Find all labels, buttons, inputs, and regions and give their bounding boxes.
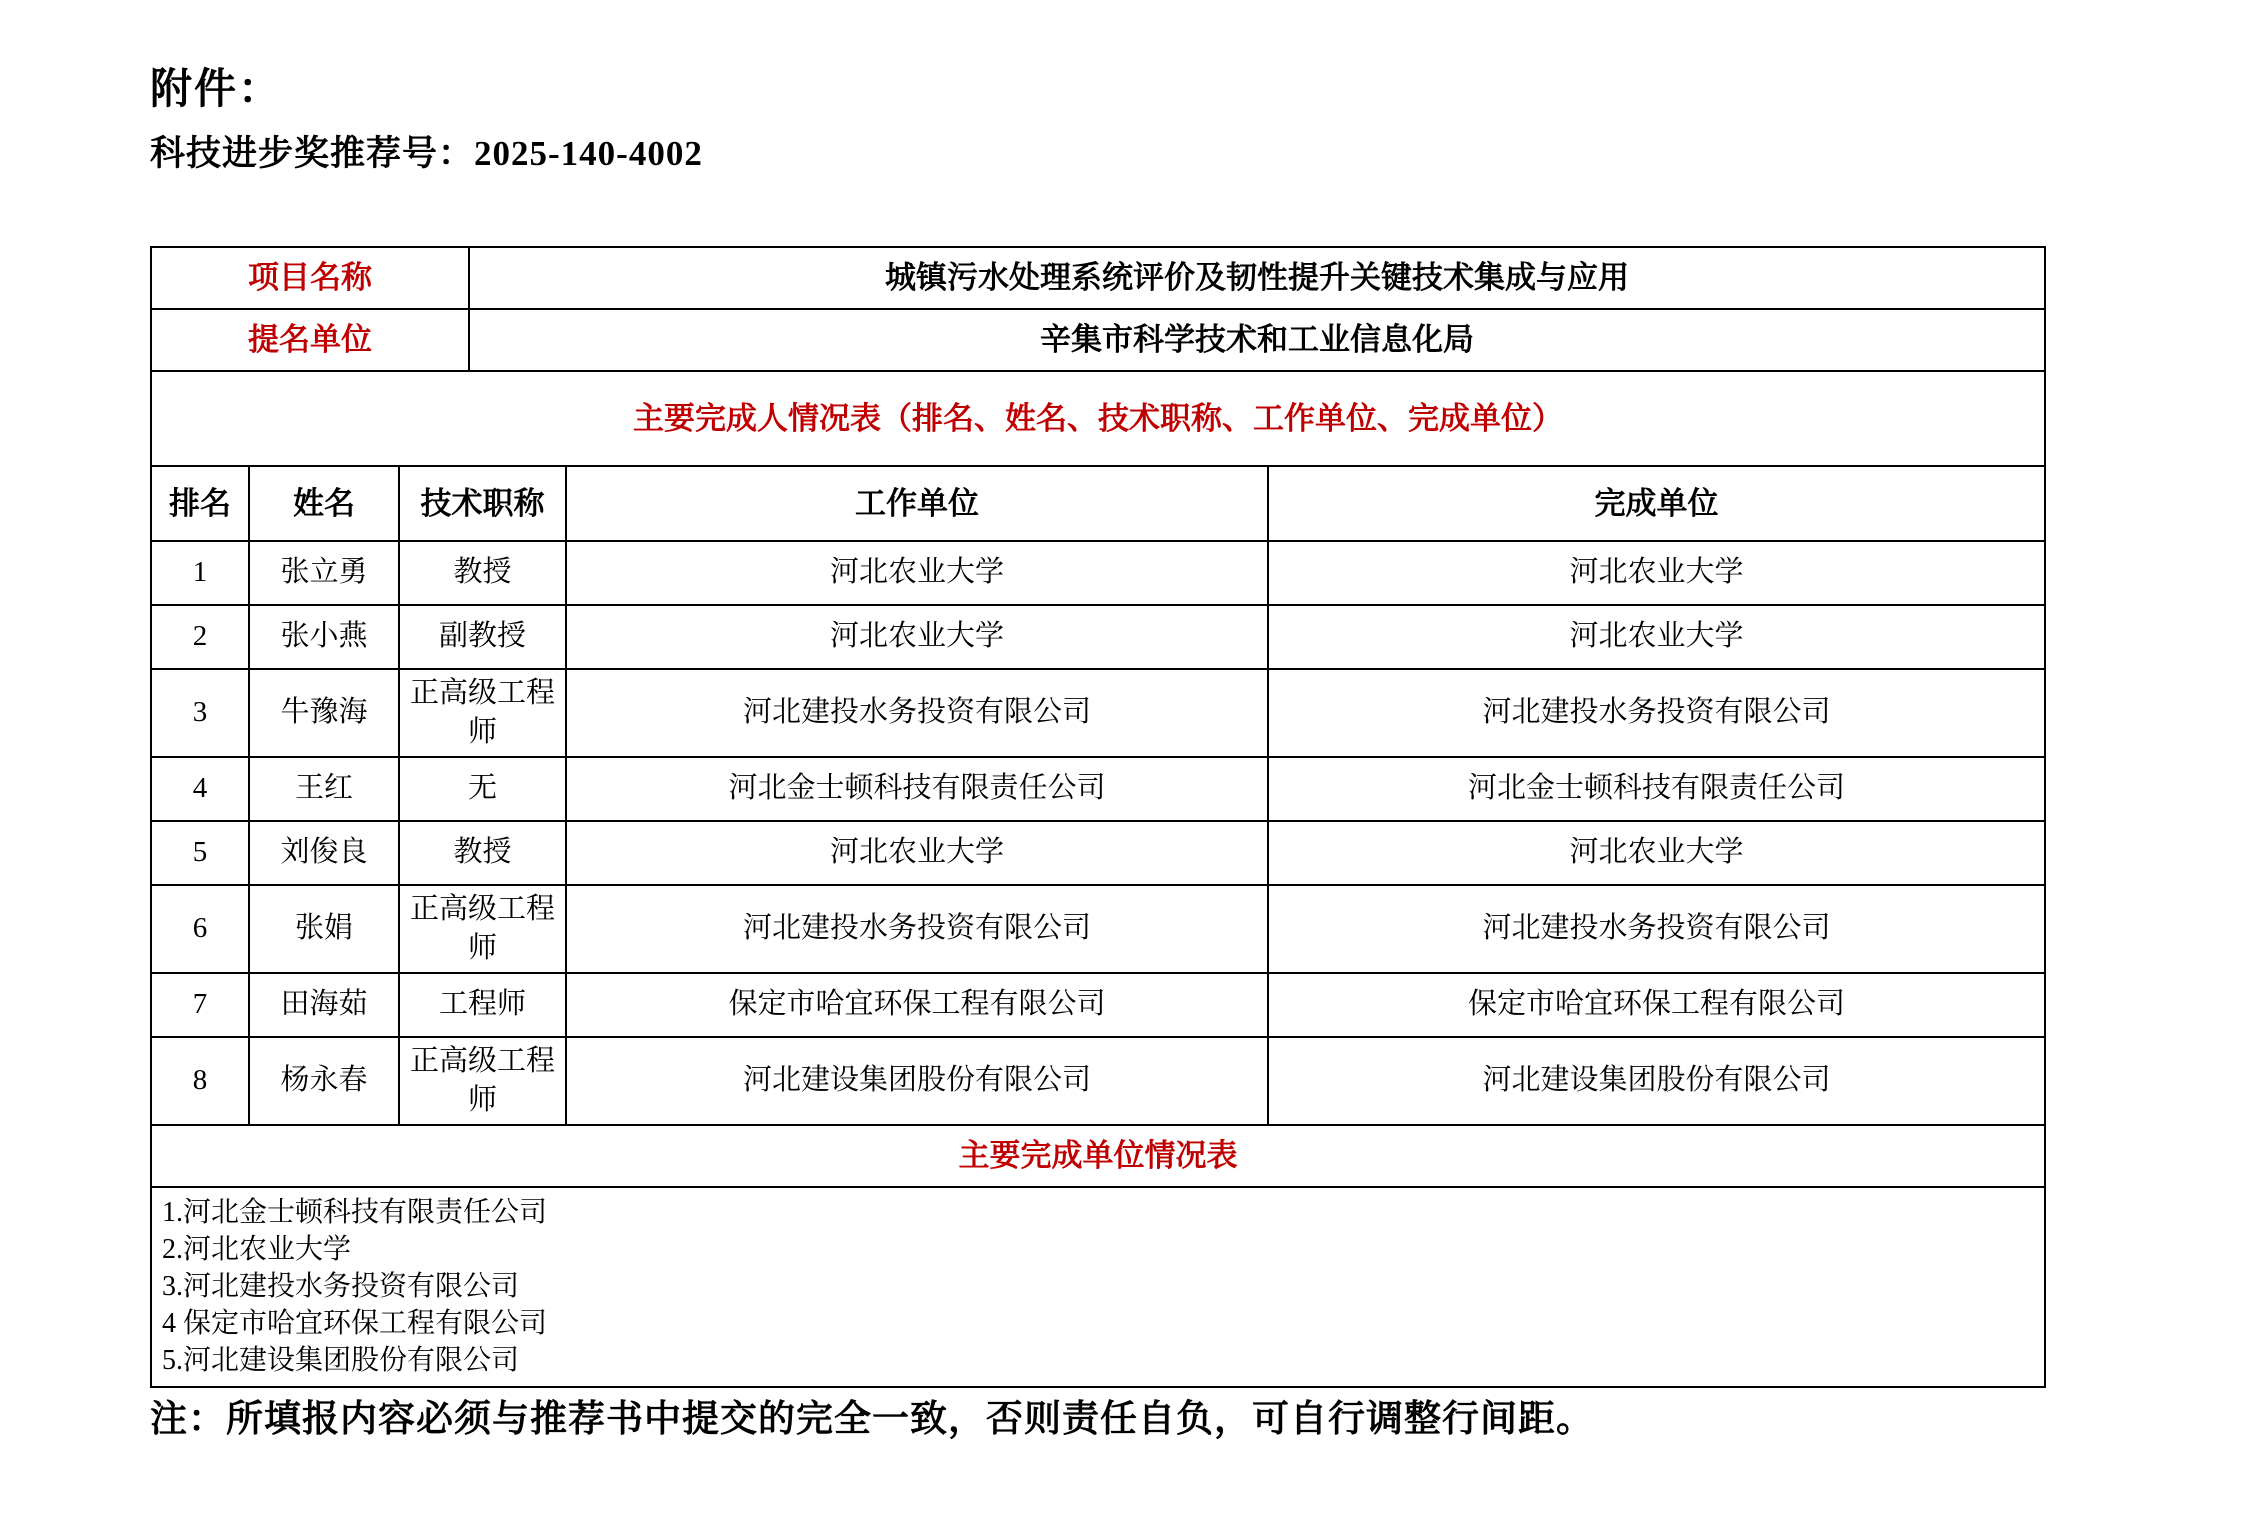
table-row (151, 885, 2045, 973)
completers-title-row (151, 371, 2045, 466)
column-header-rank: 排名 (151, 466, 249, 541)
column-header-title: 技术职称 (399, 466, 566, 541)
units-list-row (151, 1187, 2045, 1387)
cell-completing-unit: 河北建设集团股份有限公司 (1268, 1037, 2045, 1125)
cell-completing-unit: 河北农业大学 (1268, 541, 2045, 605)
column-header-work-unit: 工作单位 (566, 466, 1268, 541)
table-row (151, 309, 2045, 371)
cell-name: 刘俊良 (249, 821, 399, 885)
column-header-completing-unit: 完成单位 (1268, 466, 2045, 541)
completers-table (150, 370, 2046, 1126)
cell-rank: 6 (151, 885, 249, 973)
table-row (151, 605, 2045, 669)
unit-list-item: 2.河北农业大学 (162, 1234, 352, 1265)
units-table-title: 主要完成单位情况表 (151, 1125, 2045, 1187)
cell-name: 张小燕 (249, 605, 399, 669)
cell-title: 教授 (399, 821, 566, 885)
cell-work-unit: 河北农业大学 (566, 541, 1268, 605)
cell-rank: 7 (151, 973, 249, 1037)
column-header-name: 姓名 (249, 466, 399, 541)
cell-rank: 8 (151, 1037, 249, 1125)
unit-list-item: 1.河北金士顿科技有限责任公司 (162, 1197, 548, 1228)
cell-rank: 5 (151, 821, 249, 885)
cell-title: 无 (399, 757, 566, 821)
recommendation-label: 科技进步奖推荐号： (150, 134, 475, 173)
table-row (151, 247, 2045, 309)
cell-title: 副教授 (399, 605, 566, 669)
nominating-unit-value: 辛集市科学技术和工业信息化局 (469, 309, 2045, 371)
unit-list-item: 4 保定市哈宜环保工程有限公司 (162, 1308, 548, 1339)
award-tables (150, 246, 2046, 1388)
cell-rank: 1 (151, 541, 249, 605)
project-info-table (150, 246, 2046, 372)
completers-header-row (151, 466, 2045, 541)
cell-title: 正高级工程师 (399, 669, 566, 757)
unit-list-item: 3.河北建投水务投资有限公司 (162, 1271, 520, 1302)
project-name-value: 城镇污水处理系统评价及韧性提升关键技术集成与应用 (469, 247, 2045, 309)
cell-name: 张娟 (249, 885, 399, 973)
table-row (151, 973, 2045, 1037)
cell-completing-unit: 河北建投水务投资有限公司 (1268, 885, 2045, 973)
cell-work-unit: 保定市哈宜环保工程有限公司 (566, 973, 1268, 1037)
cell-work-unit: 河北建设集团股份有限公司 (566, 1037, 1268, 1125)
cell-work-unit: 河北建投水务投资有限公司 (566, 885, 1268, 973)
unit-list-item: 5.河北建设集团股份有限公司 (162, 1345, 520, 1376)
cell-name: 牛豫海 (249, 669, 399, 757)
cell-name: 田海茹 (249, 973, 399, 1037)
completing-units-table (150, 1124, 2046, 1388)
cell-completing-unit: 河北金士顿科技有限责任公司 (1268, 757, 2045, 821)
units-list-cell (151, 1187, 2045, 1387)
cell-name: 杨永春 (249, 1037, 399, 1125)
project-name-label: 项目名称 (151, 247, 469, 309)
cell-name: 王红 (249, 757, 399, 821)
cell-title: 正高级工程师 (399, 885, 566, 973)
cell-rank: 4 (151, 757, 249, 821)
cell-work-unit: 河北农业大学 (566, 605, 1268, 669)
cell-work-unit: 河北农业大学 (566, 821, 1268, 885)
cell-work-unit: 河北金士顿科技有限责任公司 (566, 757, 1268, 821)
cell-completing-unit: 保定市哈宜环保工程有限公司 (1268, 973, 2045, 1037)
recommendation-line (150, 126, 703, 176)
nominating-unit-label: 提名单位 (151, 309, 469, 371)
recommendation-number: 2025-140-4002 (474, 134, 703, 173)
cell-work-unit: 河北建投水务投资有限公司 (566, 669, 1268, 757)
units-title-row (151, 1125, 2045, 1187)
attachment-heading: 附件： (150, 67, 283, 113)
note-text: 注：所填报内容必须与推荐书中提交的完全一致，否则责任自负，可自行调整行间距。 (150, 1399, 1594, 1440)
cell-rank: 2 (151, 605, 249, 669)
cell-completing-unit: 河北建投水务投资有限公司 (1268, 669, 2045, 757)
table-row (151, 821, 2045, 885)
completers-table-title: 主要完成人情况表（排名、姓名、技术职称、工作单位、完成单位） (151, 371, 2045, 466)
table-row (151, 541, 2045, 605)
cell-completing-unit: 河北农业大学 (1268, 821, 2045, 885)
cell-name: 张立勇 (249, 541, 399, 605)
table-row (151, 1037, 2045, 1125)
cell-rank: 3 (151, 669, 249, 757)
cell-title: 工程师 (399, 973, 566, 1037)
cell-title: 教授 (399, 541, 566, 605)
table-row (151, 757, 2045, 821)
cell-completing-unit: 河北农业大学 (1268, 605, 2045, 669)
table-row (151, 669, 2045, 757)
cell-title: 正高级工程师 (399, 1037, 566, 1125)
